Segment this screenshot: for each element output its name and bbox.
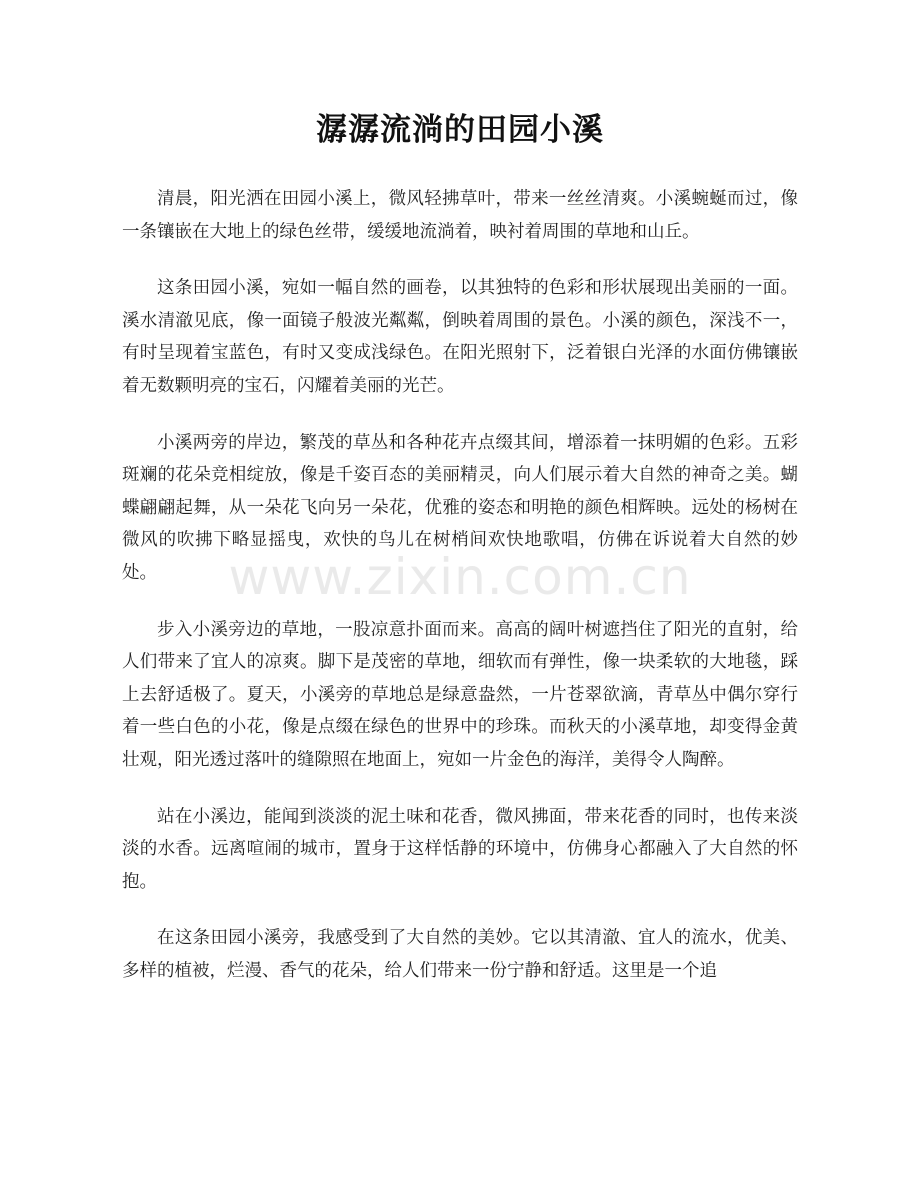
paragraph-5: 站在小溪边，能闻到淡淡的泥土味和花香，微风拂面，带来花香的同时，也传来淡淡的水香。远离喧闹的城市，置身于这样恬静的环境中，仿佛身心都融入了大自然的怀抱。 [122, 806, 798, 892]
paragraph-4: 步入小溪旁边的草地，一股凉意扑面而来。高高的阔叶树遮挡住了阳光的直射，给人们带来了宜人的凉爽。脚下是茂密的草地，细软而有弹性，像一块柔软的大地毯，踩上去舒适极了。夏天，小溪旁的草地总是绿意盎然，一片苍翠欲滴，青草丛中偶尔穿行着一些白色的小花，像是点缀在绿色的世界中的珍珠。而秋天的小溪草地，却变得金黄壮观，阳光透过落叶的缝隙照在地面上，宛如一片金色的海洋，美得令人陶醉。 [122, 619, 798, 770]
paragraph-3: 小溪两旁的岸边，繁茂的草丛和各种花卉点缀其间，增添着一抹明媚的色彩。五彩斑斓的花朵竞相绽放，像是千姿百态的美丽精灵，向人们展示着大自然的神奇之美。蝴蝶翩翩起舞，从一朵花飞向另一朵花，优雅的姿态和明艳的颜色相辉映。远处的杨树在微风的吹拂下略显摇曳，欢快的鸟儿在树梢间欢快地歌唱，仿佛在诉说着大自然的妙处。 [122, 432, 798, 583]
document-title: 潺潺流淌的田园小溪 [316, 112, 604, 148]
watermark-text: www.zixin.com.cn [228, 548, 692, 606]
document-body [122, 183, 798, 1011]
paragraph-1: 清晨，阳光洒在田园小溪上，微风轻拂草叶，带来一丝丝清爽。小溪蜿蜒而过，像一条镶嵌在大地上的绿色丝带，缓缓地流淌着，映衬着周围的草地和山丘。 [122, 189, 798, 242]
paragraph-2: 这条田园小溪，宛如一幅自然的画卷，以其独特的色彩和形状展现出美丽的一面。溪水清澈见底，像一面镜子般波光粼粼，倒映着周围的景色。小溪的颜色，深浅不一，有时呈现着宝蓝色，有时又变成浅绿色。在阳光照射下，泛着银白光泽的水面仿佛镶嵌着无数颗明亮的宝石，闪耀着美丽的光芒。 [122, 278, 798, 396]
paragraph-6: 在这条田园小溪旁，我感受到了大自然的美妙。它以其清澈、宜人的流水，优美、多样的植被，烂漫、香气的花朵，给人们带来一份宁静和舒适。这里是一个追 [122, 928, 798, 981]
